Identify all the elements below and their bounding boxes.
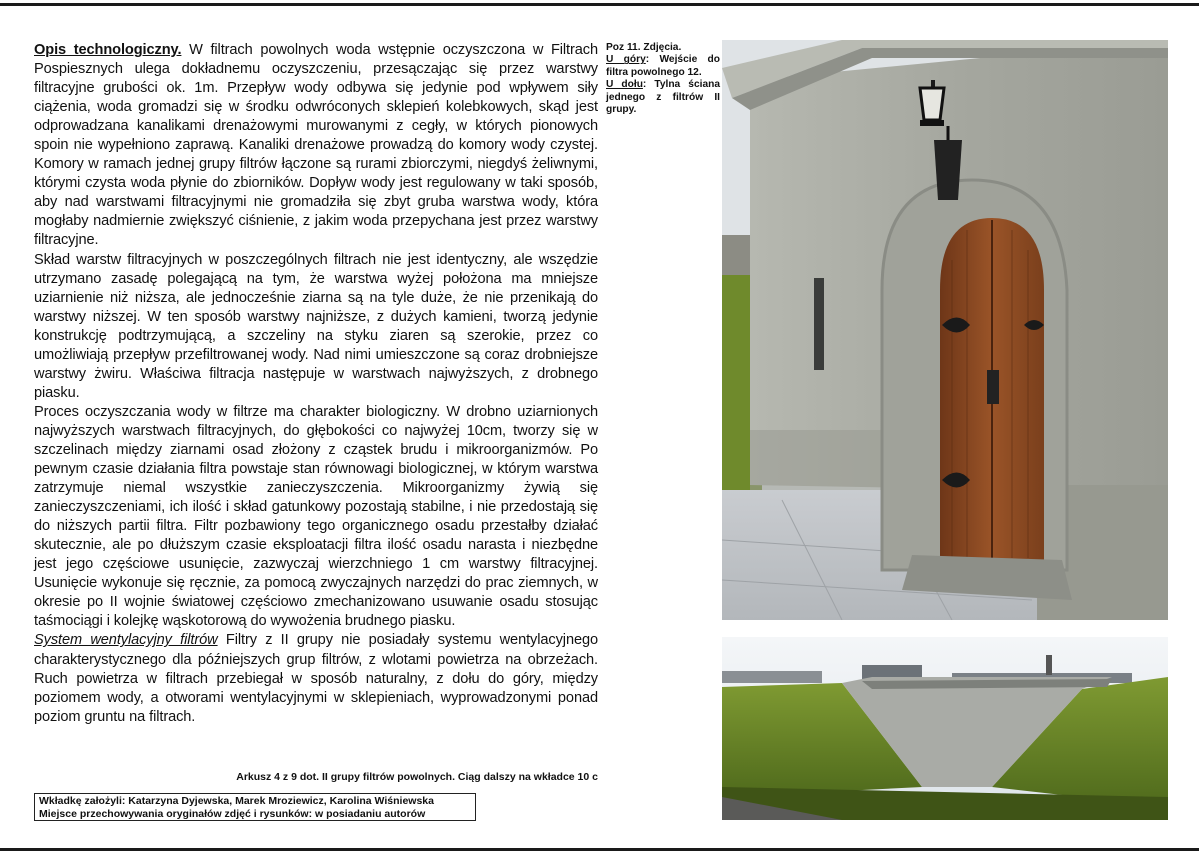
ventilation-heading: System wentylacyjny filtrów — [34, 632, 218, 649]
top-border-line — [0, 3, 1199, 6]
credits-authors: Wkładkę założyli: Katarzyna Dyjewska, Marek Mroziewicz, Karolina Wiśniewska — [39, 795, 434, 807]
ventilation-body: Filtry z II grupy nie posiadały systemu wentylacyjnego charakterystycznego dla późniejszych grup filtrów, z wlotami powietrza na obrzeżach. Ruch powietrza w filtrach przebiegał w sposób naturalny, z dołu do góry, między poziomem wody, a otworami wentylacyjnymi w sklepieniach, wyprowadzonymi ponad poziom gruntu na filtrach. — [34, 632, 599, 725]
window-slit — [814, 278, 824, 370]
photo-filter-entrance — [722, 40, 1168, 620]
bottom-border-line — [0, 848, 1199, 851]
caption-bottom — [606, 79, 720, 116]
caption-top-text: : Wejście do filtra powolnego 12. — [606, 54, 720, 78]
photo-caption — [606, 42, 720, 116]
caption-bottom-text: : Tylna ściana jednego z filtrów II grupy. — [606, 79, 721, 116]
credits-storage: Miejsce przechowywania oryginałów zdjęć i rysunków: w posiadaniu autorów — [39, 807, 426, 820]
main-description-text — [34, 41, 598, 727]
paragraph-ventilation — [34, 631, 598, 726]
caption-top-label: U góry — [606, 54, 646, 66]
door-handle-icon — [987, 370, 999, 404]
paragraph-layers: Skład warstw filtracyjnych w poszczególnych filtrach nie jest identyczny, ale wszędzie utrzymano zasadę polegającą na tym, że warstwa wyżej położona ma mniejsze uziarnienie niż niższa, ale jednocześnie ziarna są na tyle duże, że nie przenikają do warstwy niższej. W ten sposób warstwy najniższe, z dużych kamieni, tworzą jedynie konstrukcję podtrzymującą, a szczeliny na styku ziaren są szerokie, przez co umożliwiają przepływ przefiltrowanej wody. Nad nimi umieszczone są coraz drobniejsze warstwy żwiru. Właściwa filtracja następuje w warstwach najwyższych, z drobnego piasku. — [34, 251, 598, 401]
caption-title: Poz 11. Zdjęcia. — [606, 42, 682, 53]
paragraph-technology — [34, 41, 598, 251]
paragraph-biology: Proces oczyszczania wody w filtrze ma charakter biologiczny. W drobno uziarnionych najwyższych warstwach filtracyjnych, do głębokości co najwyżej 10cm, tworzy się w szczelinach między ziarnami osad złożony z cząstek brudu i mikroorganizmów. Po pewnym czasie działania filtra powstaje stan równowagi biologicznej, w którym warstwa zatrzymuje niemal wszystkie zanieczyszczenia. Mikroorganizmy żywią się zanieczyszczeniami, ich ilość i skład gatunkowy pozostają stabilne, i nie przedostają się do niższych partii filtra. Filtr pozbawiony tego organicznego osadu przestałby działać skutecznie, ale po dłuższym czasie eksploatacji filtra ilość osadu narasta i niezbędne jest jego częściowe usunięcie, zazwyczaj wierzchniego 1 cm warstwy filtracyjnej. Usunięcie wykonuje się ręcznie, za pomocą zwyczajnych narzędzi do prac ziemnych, w okresie po II wojnie światowej częściowo zmechanizowano usuwanie osadu stosując taśmociągi i kolejkę wąskotorową do wywożenia brudnego piasku. — [34, 403, 598, 630]
technology-body: W filtrach powolnych woda wstępnie oczyszczona w Filtrach Pospiesznych ulega dokładnemu oczyszczeniu, przesączając się przez warstwy filtracyjne grubości ok. 1m. Przepływ wody odbywa się jedynie pod wpływem siły ciążenia, woda gromadzi się w środku odwróconych sklepień kolebkowych, skąd jest odprowadzana kanalikami drenażowymi murowanymi z cegły, w których pionowych spoin nie wypełniono zaprawą. Kanaliki drenażowe prowadzą do komory wody czystej. Komory w ramach jednej grupy filtrów łączone są rurami zbiorczymi, niegdyś żeliwnymi, którymi czysta woda płynie do zbiorników. Dopływ wody jest regulowany w taki sposób, aby nad warstwami filtracyjnymi nie gromadziła się zbyt gruba warstwa wody, która mogłaby nadmiernie zwiększyć ciśnienie, z jakim woda przepychana jest przez warstwy filtracyjne. — [34, 42, 599, 249]
caption-bottom-label: U dołu — [606, 79, 643, 91]
continuation-note: Arkusz 4 z 9 dot. II grupy filtrów powolnych. Ciąg dalszy na wkładce 10 c — [236, 771, 598, 783]
caption-top — [606, 54, 720, 79]
photo-filter-back-wall — [722, 637, 1168, 820]
credits-box — [34, 793, 476, 821]
technology-heading: Opis technologiczny. — [34, 42, 182, 58]
